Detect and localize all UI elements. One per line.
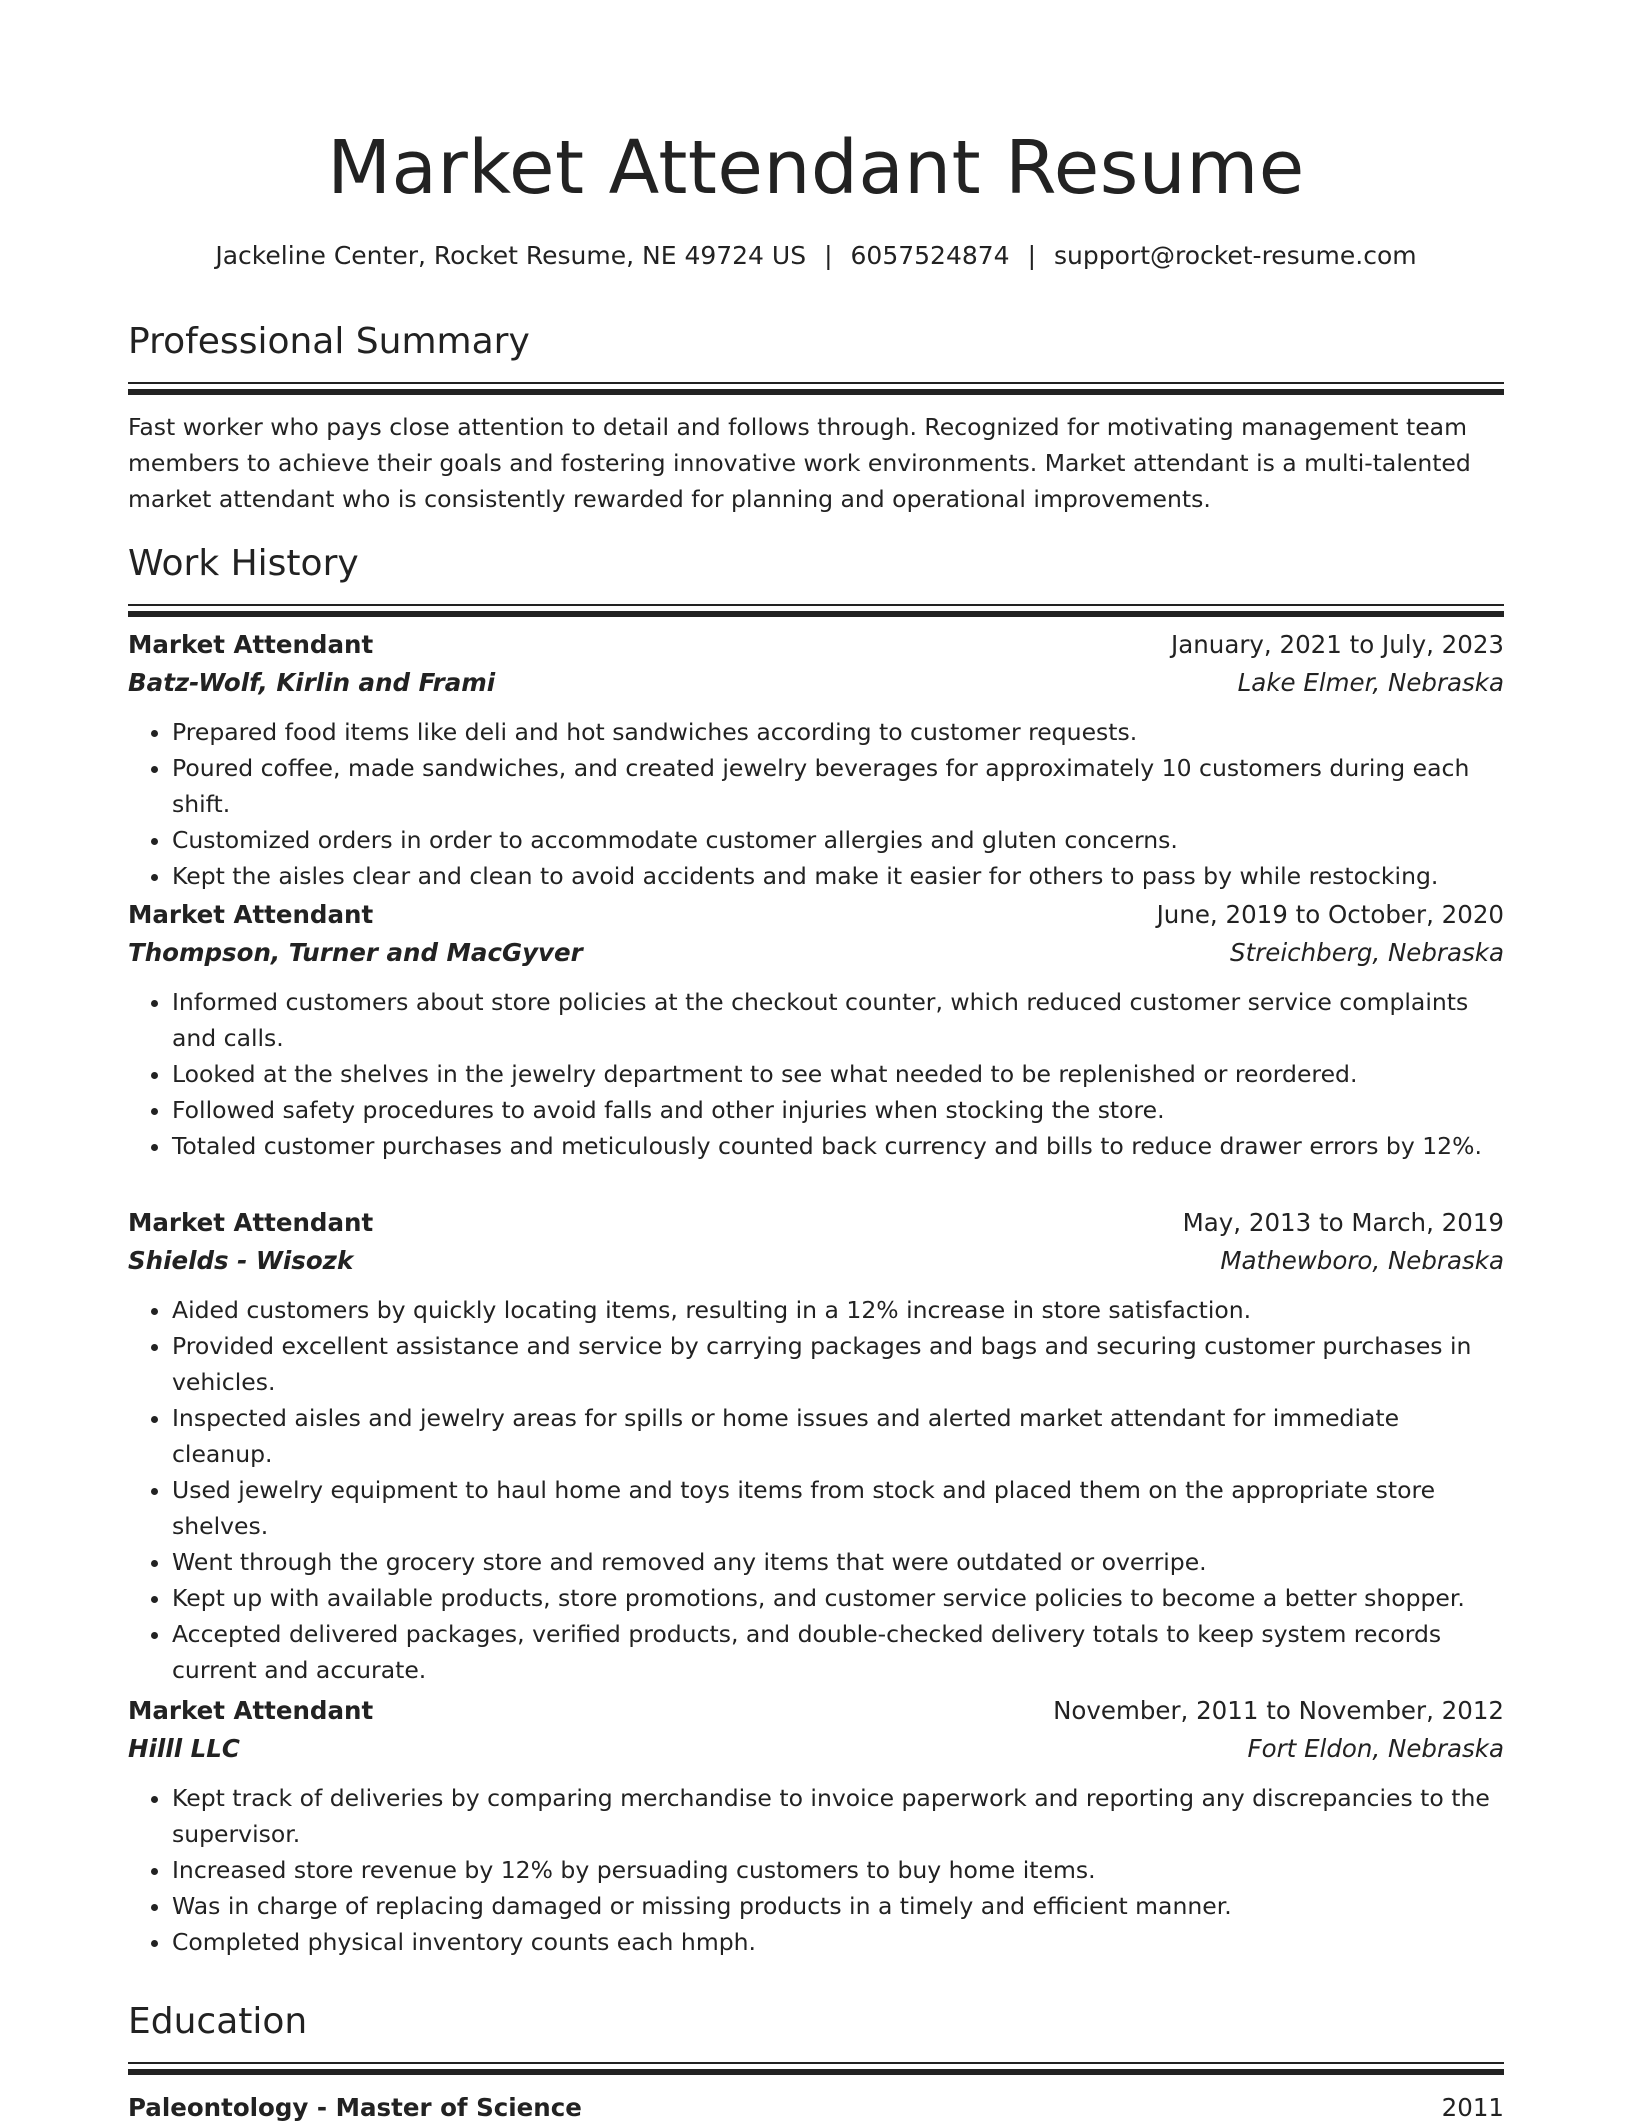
job-title: Market Attendant bbox=[128, 630, 374, 659]
job-bullets bbox=[128, 1780, 1504, 1960]
section-heading: Education bbox=[128, 2001, 308, 2042]
summary-text: Fast worker who pays close attention to detail and follows through. Recognized for motivating management team members to achieve their goals and fostering innovative work environments. Market attendant is a multi-talented market attendant who is consistently rewarded for planning and operational improvements. bbox=[128, 413, 1471, 513]
job-bullets bbox=[128, 714, 1504, 894]
job-bullet: • Accepted delivered packages, verified products, and double-checked delivery totals to keep system records current and accurate. bbox=[172, 1616, 1504, 1688]
job-dates: June, 2019 to October, 2020 bbox=[1156, 900, 1504, 929]
education-section bbox=[128, 1998, 1504, 2127]
job-bullet: • Inspected aisles and jewelry areas for spills or home issues and alerted market attendant for immediate cleanup. bbox=[172, 1400, 1504, 1472]
section-heading: Professional Summary bbox=[128, 321, 530, 362]
contact-separator: | bbox=[1027, 241, 1037, 270]
job-bullet: • Poured coffee, made sandwiches, and created jewelry beverages for approximately 10 customers during each shift. bbox=[172, 750, 1504, 822]
job-bullet: • Looked at the shelves in the jewelry department to see what needed to be replenished or reordered. bbox=[172, 1056, 1504, 1092]
job-entry bbox=[128, 896, 1504, 1164]
job-entry bbox=[128, 1692, 1504, 1960]
contact-address: Jackeline Center, Rocket Resume, NE 49724 US bbox=[215, 241, 807, 270]
contact-line bbox=[128, 238, 1504, 274]
job-bullet: • Used jewelry equipment to haul home and toys items from stock and placed them on the appropriate store shelves. bbox=[172, 1472, 1504, 1544]
education-year: 2011 bbox=[1441, 2093, 1504, 2122]
job-bullets bbox=[128, 984, 1504, 1164]
job-bullet: • Followed safety procedures to avoid falls and other injuries when stocking the store. bbox=[172, 1092, 1504, 1128]
job-bullet: • Kept up with available products, store promotions, and customer service policies to become a better shopper. bbox=[172, 1580, 1504, 1616]
job-bullet: • Kept the aisles clear and clean to avoid accidents and make it easier for others to pass by while restocking. bbox=[172, 858, 1504, 894]
job-bullet: • Informed customers about store policies at the checkout counter, which reduced customer service complaints and calls. bbox=[172, 984, 1504, 1056]
work-history-section bbox=[128, 540, 1504, 617]
section-divider bbox=[128, 604, 1504, 617]
job-bullet: • Aided customers by quickly locating items, resulting in a 12% increase in store satisfaction. bbox=[172, 1292, 1504, 1328]
job-bullet: • Completed physical inventory counts each hmph. bbox=[172, 1924, 1504, 1960]
job-location: Fort Eldon, Nebraska bbox=[1247, 1734, 1504, 1763]
job-bullet: • Prepared food items like deli and hot sandwiches according to customer requests. bbox=[172, 714, 1504, 750]
job-bullets bbox=[128, 1292, 1504, 1688]
job-company: Batz-Wolf, Kirlin and Frami bbox=[128, 668, 496, 697]
section-heading: Work History bbox=[128, 543, 359, 584]
job-bullet: • Totaled customer purchases and meticulously counted back currency and bills to reduce drawer errors by 12%. bbox=[172, 1128, 1504, 1164]
job-bullet: • Was in charge of replacing damaged or missing products in a timely and efficient manner. bbox=[172, 1888, 1504, 1924]
job-location: Mathewboro, Nebraska bbox=[1220, 1246, 1504, 1275]
job-company: Thompson, Turner and MacGyver bbox=[128, 938, 583, 967]
job-bullet: • Provided excellent assistance and service by carrying packages and bags and securing customer purchases in vehicles. bbox=[172, 1328, 1504, 1400]
job-location: Lake Elmer, Nebraska bbox=[1237, 668, 1504, 697]
job-bullet: • Increased store revenue by 12% by persuading customers to buy home items. bbox=[172, 1852, 1504, 1888]
summary-section bbox=[128, 318, 1504, 517]
job-title: Market Attendant bbox=[128, 900, 374, 929]
job-title: Market Attendant bbox=[128, 1696, 374, 1725]
job-entry bbox=[128, 626, 1504, 894]
job-bullet: • Kept track of deliveries by comparing merchandise to invoice paperwork and reporting any discrepancies to the supervisor. bbox=[172, 1780, 1504, 1852]
job-company: Hilll LLC bbox=[128, 1734, 240, 1763]
job-dates: November, 2011 to November, 2012 bbox=[1053, 1696, 1504, 1725]
education-degree: Paleontology - Master of Science bbox=[128, 2093, 582, 2122]
job-location: Streichberg, Nebraska bbox=[1230, 938, 1504, 967]
job-bullet: • Customized orders in order to accommodate customer allergies and gluten concerns. bbox=[172, 822, 1504, 858]
job-entry bbox=[128, 1204, 1504, 1688]
contact-email: support@rocket-resume.com bbox=[1054, 241, 1417, 270]
resume-title: Market Attendant Resume bbox=[327, 125, 1305, 211]
section-divider bbox=[128, 2062, 1504, 2075]
job-company: Shields - Wisozk bbox=[128, 1246, 354, 1275]
section-divider bbox=[128, 382, 1504, 395]
job-title: Market Attendant bbox=[128, 1208, 374, 1237]
job-bullet: • Went through the grocery store and removed any items that were outdated or overripe. bbox=[172, 1544, 1504, 1580]
job-dates: January, 2021 to July, 2023 bbox=[1171, 630, 1504, 659]
contact-separator: | bbox=[824, 241, 833, 270]
contact-phone: 6057524874 bbox=[850, 241, 1010, 270]
job-dates: May, 2013 to March, 2019 bbox=[1182, 1208, 1504, 1237]
